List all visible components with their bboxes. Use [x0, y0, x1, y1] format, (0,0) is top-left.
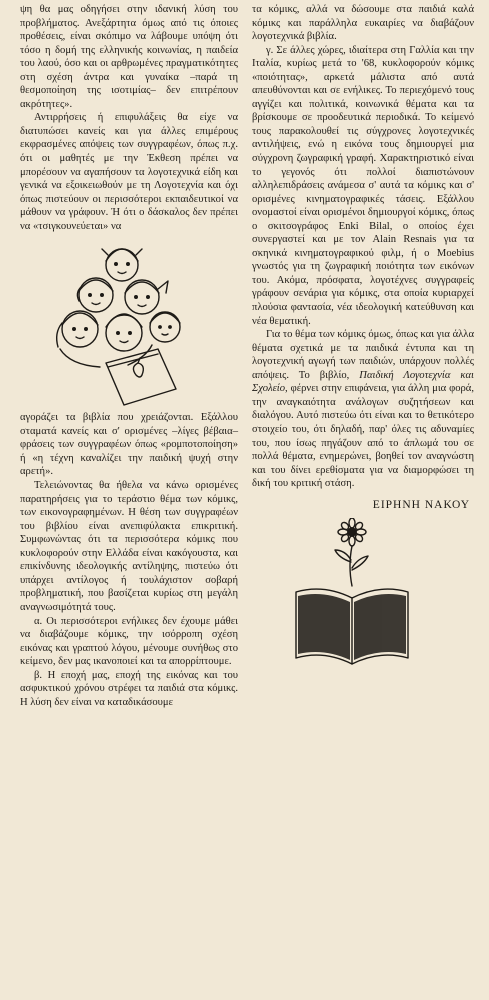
paragraph: τα κόμικς, αλλά να δώσουμε στα παιδιά καλά κόμικς και παράλληλα ευκαιρίες να διαβάζουν λογοτεχνικά βιβλία. [252, 4, 474, 43]
book-flower-illustration [252, 518, 474, 668]
paragraph: ψη θα μας οδηγήσει στην ιδανική λύση του προβλήματος. Ανεξάρτητα όμως από τις όποιες προθέσεις, είναι σκόπιμο να λάβουμε υπόψη ότι τόσο η δομή της ελληνικής κοινωνίας, η παιδεία του λαού, όσο και οι αρθρωμένες πραγματικότητες στη σχέση άντρα και γυναίκα –παρά τη θεσμοποίηση της ισοτιμίας– δεν επιτρέπουν ακρότητες». [20, 4, 238, 110]
children-reading-illustration [20, 237, 238, 409]
paragraph [252, 328, 474, 491]
left-column [20, 3, 238, 709]
paragraph: Αντιρρήσεις ή επιφυλάξεις θα είχε να διατυπώσει κανείς και για άλλες επιμέρους εκφρασμένες απόψεις των συγγραφέων, όπως π.χ. ότι οι μαθητές με την Έκθεση πρέπει να μπορέσουν να αγαπήσουν τα λογοτεχνικά είδη και γενικά να εξοικειωθούν με τη Λογοτεχνία και όχι όπως πιστεύουν οι περισσότεροι εκπαιδευτικοί να μάθουν να γράφουν. Ή ότι ο δάσκαλος δεν πρέπει να «τσιγκουνεύεται» να [20, 112, 238, 232]
paragraph: β. Η εποχή μας, εποχή της εικόνας και του ασφυκτικού χρόνου στρέφει τα παιδιά στα κόμικς. Η λύση δεν είναι να καταδικάσουμε [20, 669, 238, 708]
open-book-with-flower-drawing [252, 518, 474, 668]
paragraph: γ. Σε άλλες χώρες, ιδιαίτερα στη Γαλλία και την Ιταλία, κυρίως μετά το '68, κυκλοφορούν κόμικς «ποιότητας», αρκετά μάλιστα από αυτά απευθύνονται και σε ενήλικες. Το περιεχόμενό τους αγγίζει και πολιτικά, κοινωνικά θέματα και τα βρίσκουμε σε προοδευτικά περιοδικά. Το κείμενό τους παρακολουθεί τις σύγχρονες λογοτεχνικές αντιλήψεις, ενώ η εικόνα τους δημιουργεί μια σύγχρονη ζωγραφική γραφή. Χαρακτηριστικό είναι το γεγονός ότι πολλοί διαπιστώνουν αλληλεπιδράσεις ανάμεσα σ' αυτά τα κόμικς και σ' ορισμένες κινηματογραφικές τάσεις. Εξάλλου ονομαστοί είναι ορισμένοι δημιουργοί κόμικς, όπως ο σκιτσογράφος Enki Bilal, ο οποίος έχει συνεργαστεί και με τον Alain Resnais για τα σκηνικά κινηματογραφικού φιλμ, ή ο Moebius γνωστός για τη ζωγραφική ποιότητα των εικόνων του. Ακόμα, πρόσφατα, λογοτέχνες συγγραφείς γράφουν σενάρια για κόμικς, στα οποία κυριαρχεί πλούσια φαντασία, νέα ιδεολογική κατεύθυνση και νέα θεματική. [252, 44, 474, 327]
author-signature: ΕΙΡΗΝΗ ΝΑΚΟΥ [372, 498, 470, 511]
paragraph-text: Για το θέμα των κόμικς όμως, όπως και για άλλα θέματα σχετικά με τα παιδικά έντυπα και τη λογοτεχνική αγωγή των παιδιών, υπάρχουν πολλές απόψεις. Το βιβλίο, [252, 329, 474, 381]
book-title: Παιδική Λογοτεχνία και Σχολείο, [252, 369, 474, 395]
children-with-book-drawing [20, 237, 238, 409]
paragraph: Τελειώνοντας θα ήθελα να κάνω ορισμένες παρατηρήσεις για το τεράστιο θέμα των κόμικς, των εικονογραφημένων. Η θέση των συγγραφέων του βιβλίου είναι ανεπιφύλακτα επικριτική. Συμφωνώντας ότι τα περισσότερα κόμικς που κυκλοφορούν στην Ελλάδα είναι κακόγουστα, και επικίνδυνης ιδεολογικής αντίληψης, πιστεύω ότι υπάρχει αντίλογος ή τουλάχιστον σοβαρή προβληματική, που βασίζεται κυρίως στη μεγάλη αναγνωσιμότητά τους. [20, 480, 238, 613]
paragraph: αγοράζει τα βιβλία που χρειάζονται. Εξάλλου σταματά κανείς και σ' ορισμένες –λίγες βέβαια– φράσεις των συγγραφέων όπως «ρομποτοποίηση» ή «η τέχνη καναλίζει την παιδική ψυχή στην αρετή». [20, 412, 238, 478]
paragraph: α. Οι περισσότεροι ενήλικες δεν έχουμε μάθει να διαβάζουμε κόμικς, την ισόρροπη σχέση εικόνας και γραπτού λόγου, μένουμε συνήθως στο κείμενο, δεν μας ικανοποιεί και τα απορρίπτουμε. [20, 615, 238, 668]
right-column [252, 3, 474, 668]
paragraph-text: φέρνει στην επιφάνεια, για άλλη μια φορά, την αναγκαιότητα ανάλογων συζητήσεων και διαλόγου. Αυτό πιστεύω ότι είναι και το θετικότερο στοιχείο του, ότι δηλαδή, παρ' όλες τις αδυναμίες του, που ίσως πηγάζουν από το άπλωμά του σε πολλά θέματα, ενημερώνει, βοηθεί τον αναγνώστη και του δίνει ερεθίσματα για να διαμορφώσει τη δική του κριτική στάση. [252, 383, 474, 490]
